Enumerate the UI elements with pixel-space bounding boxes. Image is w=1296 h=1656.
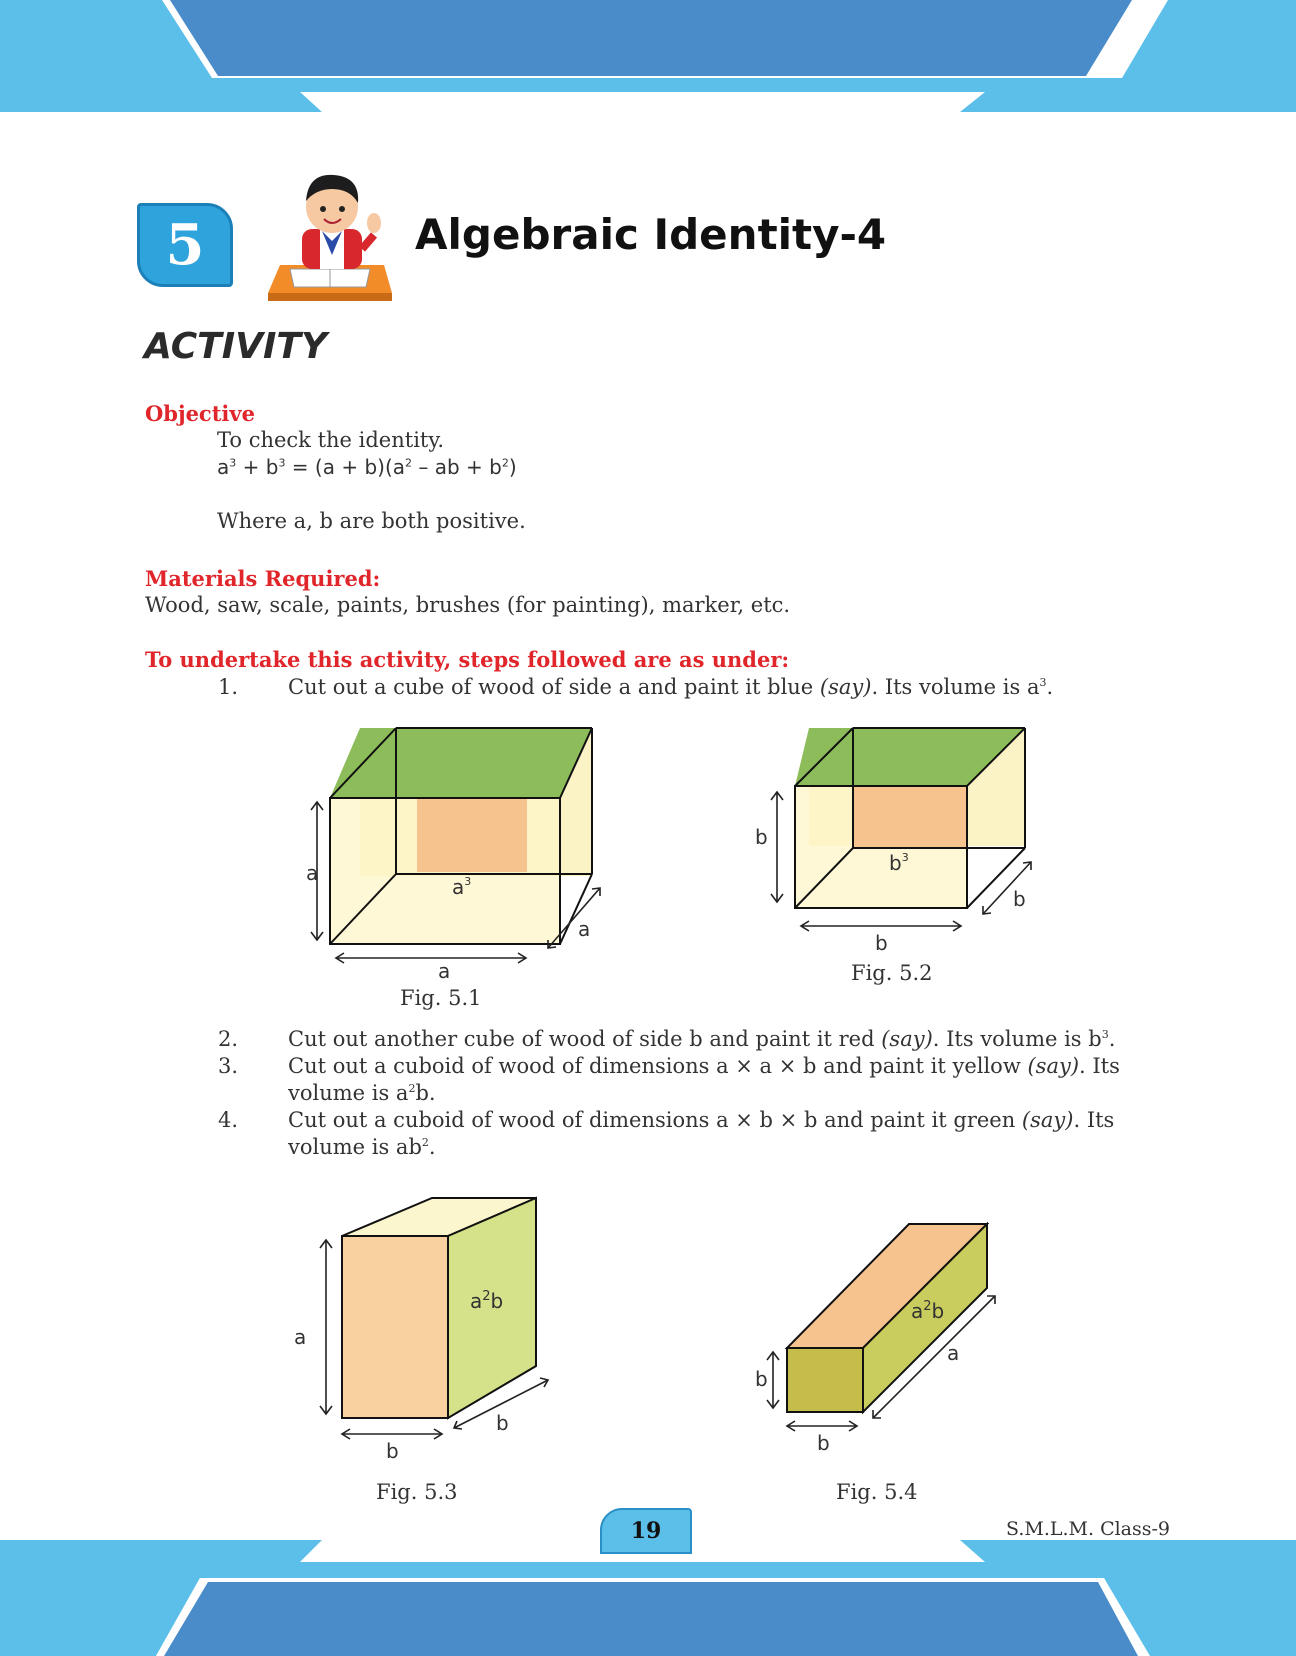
step-number: 2. [218, 1027, 239, 1051]
figure-5-2-cube-b [755, 718, 1035, 968]
fig1-depth-label: a [578, 917, 591, 941]
chapter-title: Algebraic Identity-4 [415, 210, 887, 259]
step-text: Cut out a cube of wood of side a and paint it blue (say). Its volume is $a^3$. [288, 675, 1054, 699]
fig4-width-label: b [817, 1431, 830, 1455]
fig1-caption: Fig. 5.1 [400, 986, 482, 1010]
step-text: Cut out a cuboid of wood of dimensions a × b × b and paint it green (say). Its [288, 1108, 1115, 1132]
objective-condition: Where a, b are both positive. [217, 509, 526, 533]
top-banner [0, 0, 1296, 110]
fig3-height-label: a [294, 1325, 307, 1349]
step-text: Cut out a cuboid of wood of dimensions a × a × b and paint it yellow (say). Its [288, 1054, 1120, 1078]
figure-5-1-cube-a [306, 718, 610, 1010]
materials-heading: Materials Required: [145, 566, 381, 591]
fig2-caption: Fig. 5.2 [851, 961, 933, 985]
step-number: 1. [218, 675, 239, 699]
fig4-volume-label: $a^2b$ [911, 1299, 945, 1323]
book-label: S.M.L.M. Class-9 [1006, 1518, 1171, 1540]
figure-5-3-cuboid-a2b [290, 1190, 570, 1463]
figure-5-4-cuboid-ab2 [755, 1210, 1005, 1470]
objective-heading: Objective [145, 401, 255, 426]
step-number: 4. [218, 1108, 239, 1132]
fig1-volume-label: $a^3$ [452, 875, 472, 899]
fig3-volume-label: $a^2b$ [470, 1289, 504, 1313]
fig1-width-label: a [438, 959, 451, 983]
fig3-depth-label: b [496, 1411, 509, 1435]
activity-heading: ACTIVITY [144, 326, 328, 367]
step-text-continued: volume is $ab^2$. [288, 1135, 436, 1159]
fig3-width-label: b [386, 1439, 399, 1463]
fig2-height-label: b [755, 825, 768, 849]
step-text: Cut out another cube of wood of side b and paint it red (say). Its volume is $b^3$. [288, 1027, 1116, 1051]
page-number: 19 [600, 1508, 692, 1554]
objective-line: To check the identity. [217, 428, 445, 452]
bottom-banner [0, 1540, 1296, 1656]
step-text-continued: volume is $a^2b$. [288, 1081, 436, 1105]
fig4-caption: Fig. 5.4 [836, 1480, 918, 1504]
fig4-length-label: a [947, 1341, 960, 1365]
student-illustration [262, 165, 402, 310]
fig4-height-label: b [755, 1367, 768, 1391]
chapter-number-badge: 5 [137, 203, 233, 287]
fig1-height-label: a [306, 861, 319, 885]
step-number: 3. [218, 1054, 239, 1078]
fig2-depth-label: b [1013, 887, 1026, 911]
fig3-caption: Fig. 5.3 [376, 1480, 458, 1504]
materials-text: Wood, saw, scale, paints, brushes (for painting), marker, etc. [145, 593, 791, 617]
identity-formula: $a^3 + b^3 = (a + b)(a^2$ – ab + $b^2$) [217, 455, 517, 479]
fig2-volume-label: $b^3$ [889, 851, 909, 875]
steps-heading: To undertake this activity, steps followed are as under: [145, 647, 790, 672]
fig2-width-label: b [875, 931, 888, 955]
